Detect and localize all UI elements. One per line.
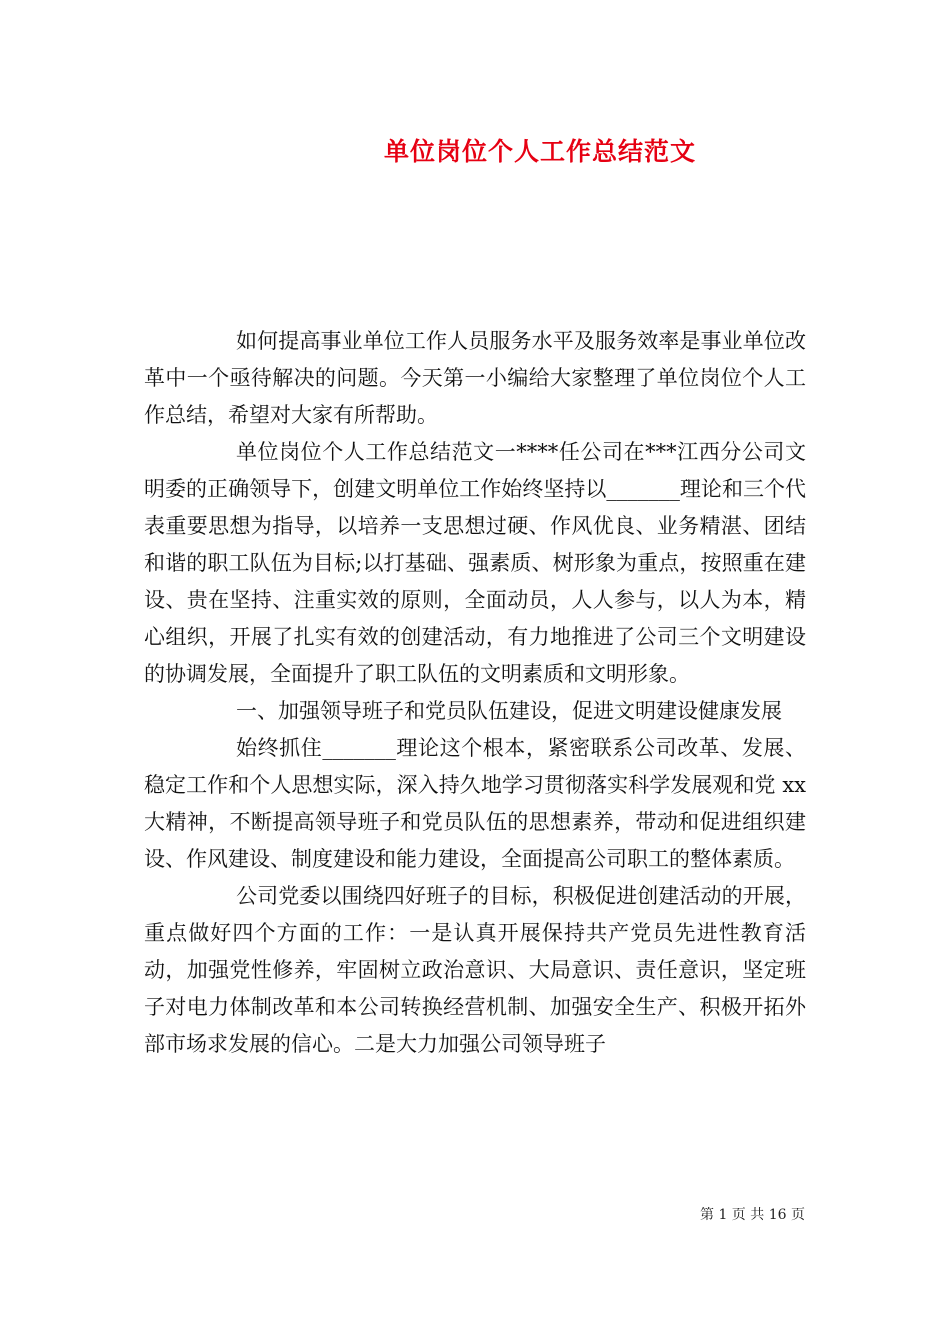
paragraph-sample-one: 单位岗位个人工作总结范文一****任公司在***江西分公司文明委的正确领导下，创建文明单位工作始终坚持以_______理论和三个代表重要思想为指导，以培养一支思想过硬、作风优良、业务精湛、团结和谐的职工队伍为目标;以打基础、强素质、树形象为重点，按照重在建设、贵在坚持、注重实效的原则，全面动员，人人参与，以人为本，精心组织，开展了扎实有效的创建活动，有力地推进了公司三个文明建设的协调发展，全面提升了职工队伍的文明素质和文明形象。 bbox=[144, 440, 806, 686]
document-body bbox=[144, 323, 806, 1063]
section-heading-one: 一、加强领导班子和党员队伍建设，促进文明建设健康发展 bbox=[236, 699, 782, 723]
document-title: 单位岗位个人工作总结范文 bbox=[383, 137, 696, 166]
paragraph-party-committee: 公司党委以围绕四好班子的目标，积极促进创建活动的开展，重点做好四个方面的工作：一是认真开展保持共产党员先进性教育活动，加强党性修养，牢固树立政治意识、大局意识、责任意识，坚定班子对电力体制改革和本公司转换经营机制、加强安全生产、积极开拓外部市场求发展的信心。二是大力加强公司领导班子 bbox=[144, 884, 806, 1056]
page-number-footer: 第 1 页 共 16 页 bbox=[700, 1207, 805, 1223]
paragraph-theory: 始终抓住_______理论这个根本，紧密联系公司改革、发展、稳定工作和个人思想实际，深入持久地学习贯彻落实科学发展观和党 xx 大精神，不断提高领导班子和党员队伍的思想素养，带动和促进组织建设、作风建设、制度建设和能力建设，全面提高公司职工的整体素质。 bbox=[144, 736, 806, 871]
paragraph-intro: 如何提高事业单位工作人员服务水平及服务效率是事业单位改革中一个亟待解决的问题。今天第一小编给大家整理了单位岗位个人工作总结，希望对大家有所帮助。 bbox=[144, 329, 806, 427]
